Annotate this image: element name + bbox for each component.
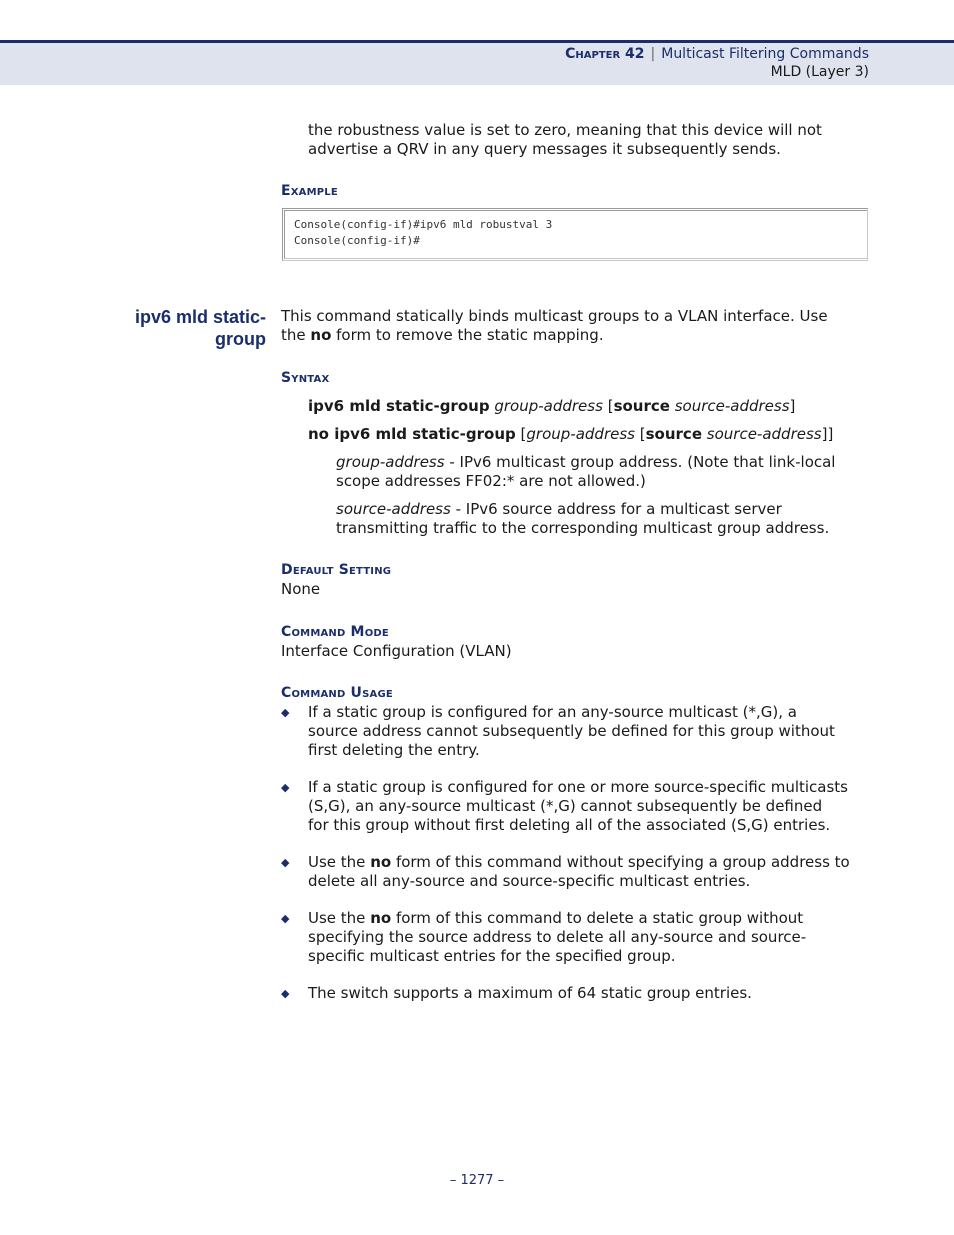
command-title [135,306,266,350]
param-text: - IPv6 source address for a multicast server [450,500,782,518]
syntax-arg-group: group-address [494,397,603,415]
usage-text: form of this command to delete a static group without [391,909,804,927]
command-title-line-2: group [215,329,266,349]
syntax-no-command: no ipv6 mld static-group [308,425,516,443]
syntax-bracket-close: ] [789,397,796,415]
usage-item-1-line-3: first deleting the entry. [308,741,480,759]
syntax-arg-source: source-address [674,397,790,415]
usage-item-1-line-2: source address cannot subsequently be defined for this group without [308,722,835,740]
usage-item-1-line-1: If a static group is configured for an any-source multicast (*,G), a [308,703,797,721]
header-chapter-line [565,46,869,62]
example-heading: Example [281,183,338,199]
command-description-line-2 [281,326,604,345]
param-group-line-2: scope addresses FF02:* are not allowed.) [336,472,646,490]
usage-text: Use the [308,853,371,871]
syntax-keyword-source: source [645,425,702,443]
desc-no-keyword: no [310,326,332,344]
bullet-icon: ◆ [281,856,290,869]
param-source-line-2: transmitting traffic to the corresponding multicast group address. [336,519,830,537]
usage-item-4-line-1 [308,909,803,928]
desc-text-end: form to remove the static mapping. [331,326,604,344]
command-usage-heading: Command Usage [281,685,393,701]
usage-item-2-line-3: for this group without first deleting all of the associated (S,G) entries. [308,816,831,834]
usage-item-4-line-3: specific multicast entries for the specified group. [308,947,676,965]
header-separator: | [650,46,656,62]
command-mode-value: Interface Configuration (VLAN) [281,642,512,660]
default-setting-value: None [281,580,321,598]
chapter-title: Multicast Filtering Commands [661,46,869,62]
header-section: MLD (Layer 3) [770,64,869,80]
page-number: – 1277 – [449,1173,505,1188]
intro-paragraph-line-1: the robustness value is set to zero, meaning that this device will not [308,121,822,139]
usage-no-keyword: no [370,909,392,927]
usage-no-keyword: no [370,853,392,871]
param-name: source-address [336,500,451,518]
intro-paragraph-line-2: advertise a QRV in any query messages it subsequently sends. [308,140,781,158]
usage-text: form of this command without specifying a group address to [391,853,850,871]
syntax-heading: Syntax [281,370,330,386]
syntax-line-2 [308,425,833,444]
command-mode-heading: Command Mode [281,624,389,640]
usage-item-2-line-2: (S,G), an any-source multicast (*,G) cannot subsequently be defined [308,797,823,815]
syntax-line-1 [308,397,795,416]
syntax-bracket: [ [520,425,527,443]
param-source-line-1 [336,500,782,519]
param-group-line-1 [336,453,835,472]
syntax-bracket-close: ]] [821,425,834,443]
param-name: group-address [336,453,445,471]
bullet-icon: ◆ [281,912,290,925]
usage-item-5-line-1: The switch supports a maximum of 64 static group entries. [308,984,752,1002]
syntax-command: ipv6 mld static-group [308,397,490,415]
chapter-label: Chapter 42 [565,46,645,62]
bullet-icon: ◆ [281,781,290,794]
syntax-keyword-source: source [613,397,670,415]
bullet-icon: ◆ [281,706,290,719]
usage-text: Use the [308,909,371,927]
command-description-line-1: This command statically binds multicast groups to a VLAN interface. Use [281,307,828,325]
command-title-line-1: ipv6 mld static- [134,307,266,327]
code-line-2: Console(config-if)# [294,234,420,247]
default-setting-heading: Default Setting [281,562,392,578]
syntax-arg-group: group-address [526,425,635,443]
syntax-arg-source: source-address [706,425,822,443]
usage-item-2-line-1: If a static group is configured for one or more source-specific multicasts [308,778,848,796]
desc-text: the [281,326,311,344]
bullet-icon: ◆ [281,987,290,1000]
syntax-bracket: [ [607,397,614,415]
syntax-bracket: [ [639,425,646,443]
usage-item-3-line-2: delete all any-source and source-specific multicast entries. [308,872,751,890]
param-text: - IPv6 multicast group address. (Note that link-local [444,453,836,471]
code-line-1: Console(config-if)#ipv6 mld robustval 3 [294,218,553,231]
usage-item-3-line-1 [308,853,850,872]
usage-item-4-line-2: specifying the source address to delete all any-source and source- [308,928,807,946]
